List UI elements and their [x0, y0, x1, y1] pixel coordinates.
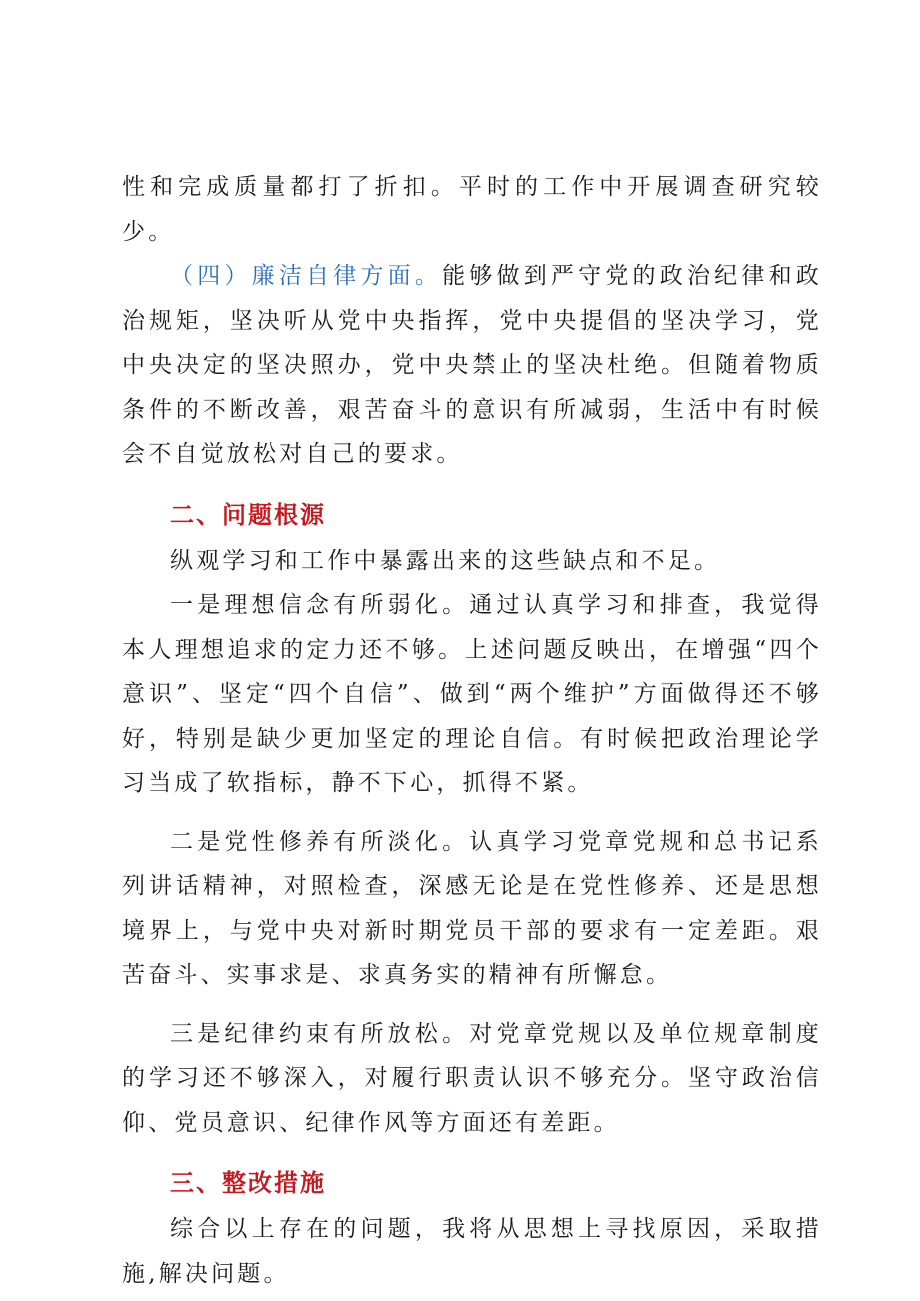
heading-rectification-measures: 三、整改措施: [170, 1169, 326, 1197]
heading-problem-roots: 二、问题根源: [170, 500, 326, 529]
paragraph-intro-two: 纵观学习和工作中暴露出来的这些缺点和不足。: [170, 547, 721, 574]
section-four-label: （四）廉洁自律方面。: [170, 263, 443, 289]
spacer: [122, 1145, 822, 1159]
document-body: [122, 165, 822, 1296]
spacer: [122, 806, 822, 820]
paragraph-point-three: 三是纪律约束有所放松。对党章党规以及单位规章制度的学习还不够深入，对履行职责认识不够充分。坚守政治信仰、党员意识、纪律作风等方面还有差距。: [122, 1020, 822, 1136]
paragraph-intro-three: 综合以上存在的问题，我将从思想上寻找原因，采取措施,解决问题。: [122, 1216, 822, 1287]
paragraph-point-one: 一是理想信念有所弱化。通过认真学习和排查，我觉得本人理想追求的定力还不够。上述问题反映出，在增强“四个意识”、坚定“四个自信”、做到“两个维护”方面做得还不够好，特别是缺少更加坚定的理论自信。有时候把政治理论学习当成了软指标，静不下心，抓得不紧。: [122, 592, 822, 796]
section-four-text: 能够做到严守党的政治纪律和政治规矩，坚决听从党中央指挥，党中央提倡的坚决学习，党中央决定的坚决照办，党中央禁止的坚决杜绝。但随着物质条件的不断改善，艰苦奋斗的意识有所减弱，生活中有时候会不自觉放松对自己的要求。: [122, 263, 822, 467]
paragraph-point-two: 二是党性修养有所淡化。认真学习党章党规和总书记系列讲话精神，对照检查，深感无论是在党性修养、还是思想境界上，与党中央对新时期党员干部的要求有一定差距。艰苦奋斗、实事求是、求真务实的精神有所懈怠。: [122, 828, 822, 988]
paragraph-continuation: 性和完成质量都打了折扣。平时的工作中开展调查研究较少。: [122, 174, 822, 245]
spacer: [122, 477, 822, 491]
spacer: [122, 998, 822, 1012]
paragraph-section-four: [122, 254, 822, 477]
